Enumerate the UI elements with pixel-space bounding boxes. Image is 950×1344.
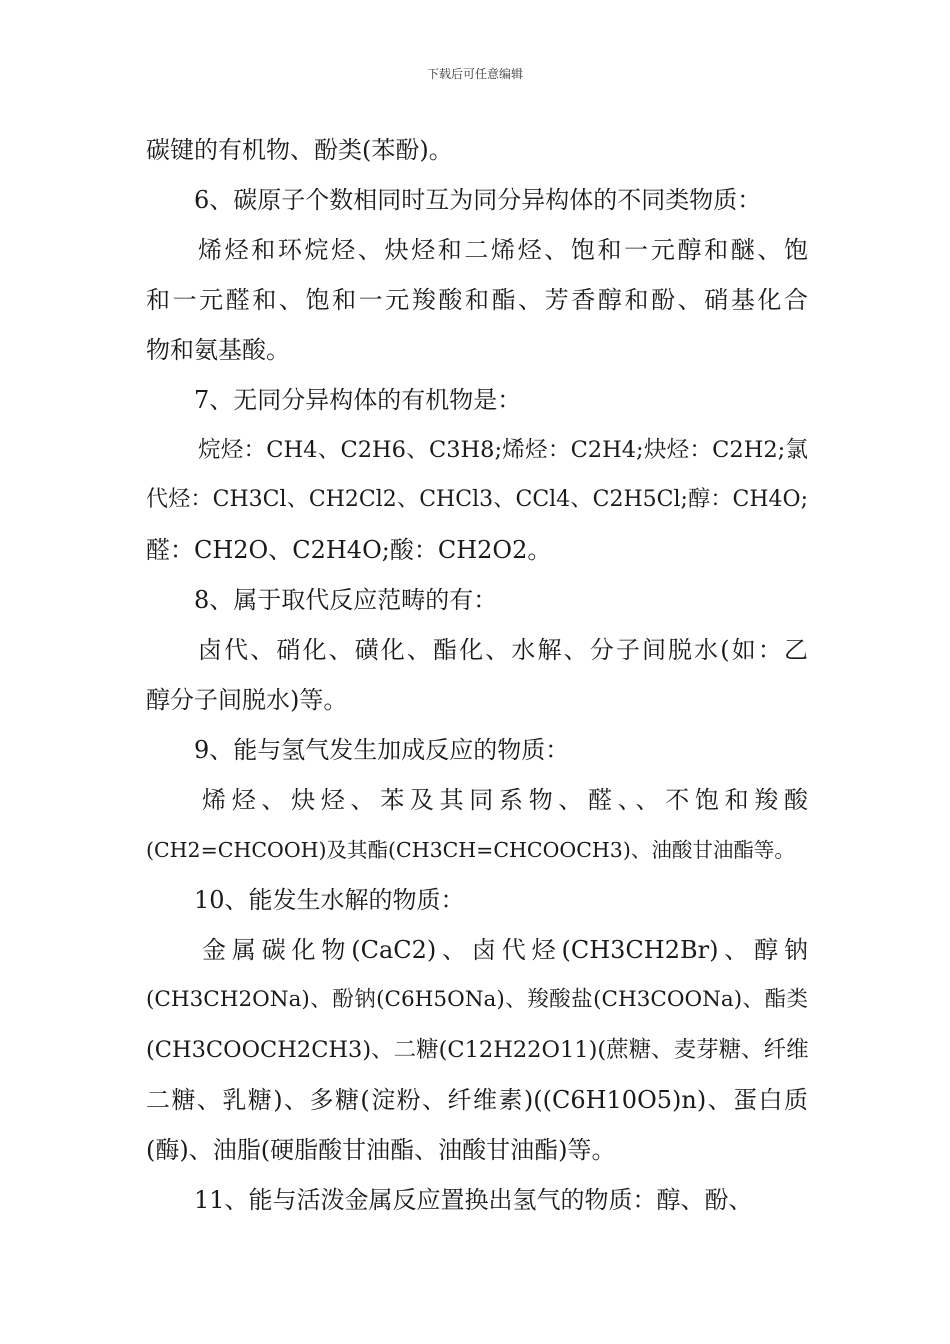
text-line: 烷烃：CH4、C2H6、C3H8;烯烃：C2H4;炔烃：C2H2;氯: [198, 437, 808, 463]
section-heading-9: 9、能与氢气发生加成反应的物质：: [194, 736, 570, 764]
text-line: 卤代、硝化、磺化、酯化、水解、分子间脱水(如：乙: [198, 636, 808, 664]
section-heading-8: 8、属于取代反应范畴的有：: [194, 586, 498, 614]
text-line: 和一元醛和、饱和一元羧酸和酯、芳香醇和酚、硝基化合: [146, 286, 808, 314]
text-line: 代烃：CH3Cl、CH2Cl2、CHCl3、CCl4、C2H5Cl;醇：CH4O;: [146, 487, 808, 512]
text-line: (CH2=CHCOOH)及其酯(CH3CH=CHCOOCH3)、油酸甘油酯等。: [146, 838, 795, 862]
section-heading-11: 11、能与活泼金属反应置换出氢气的物质：醇、酚、: [194, 1186, 753, 1214]
text-line: 物和氨基酸。: [146, 336, 290, 364]
text-line: (CH3CH2ONa)、酚钠(C6H5ONa)、羧酸盐(CH3COONa)、酯类: [146, 987, 808, 1012]
text-line: 烯烃、炔烃、苯及其同系物、醛、、不饱和羧酸: [202, 786, 808, 814]
section-heading-6: 6、碳原子个数相同时互为同分异构体的不同类物质：: [194, 186, 762, 214]
document-body: [146, 125, 808, 1225]
section-heading-10: 10、能发生水解的物质：: [194, 886, 465, 914]
text-line: 二糖、乳糖)、多糖(淀粉、纤维素)((C6H10O5)n)、蛋白质: [146, 1086, 808, 1114]
text-line: (CH3COOCH2CH3)、二糖(C12H22O11)(蔗糖、麦芽糖、纤维: [146, 1037, 809, 1063]
text-line: (酶)、油脂(硬脂酸甘油酯、油酸甘油酯)等。: [146, 1136, 616, 1164]
text-line: 醛：CH2O、C2H4O;酸：CH2O2。: [146, 536, 552, 564]
text-line: 碳键的有机物、酚类(苯酚)。: [146, 136, 453, 164]
section-heading-7: 7、无同分异构体的有机物是：: [194, 386, 522, 414]
text-line: 醇分子间脱水)等。: [146, 686, 348, 714]
text-line: 烯烃和环烷烃、炔烃和二烯烃、饱和一元醇和醚、饱: [198, 236, 808, 264]
page-header: 下载后可任意编辑: [426, 67, 523, 81]
text-line: 金属碳化物(CaC2)、卤代烃(CH3CH2Br)、醇钠: [202, 936, 808, 964]
